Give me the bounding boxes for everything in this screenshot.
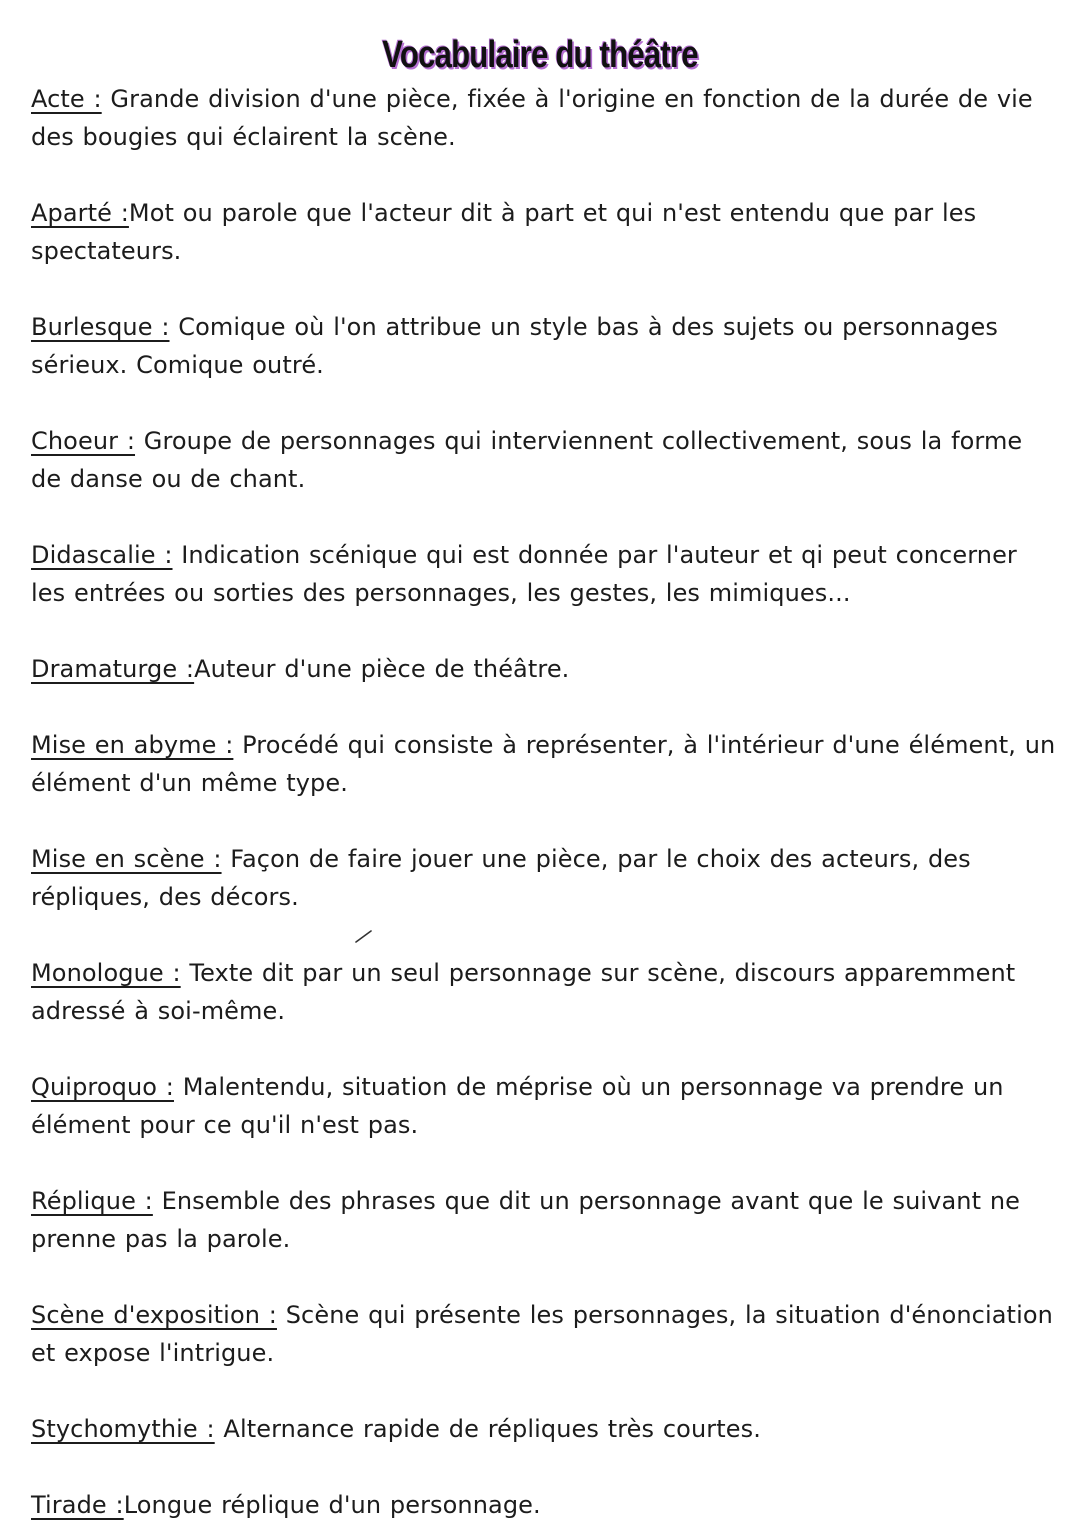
term: Réplique : <box>31 1187 153 1215</box>
entry-monologue <box>31 954 1056 1030</box>
term: Aparté : <box>31 199 129 227</box>
entry-tirade <box>31 1486 1056 1524</box>
definition: Procédé qui consiste à représenter, à l'intérieur d'une élément, un élément d'un même type. <box>31 731 1056 797</box>
entry-burlesque <box>31 308 1056 384</box>
entry-replique <box>31 1182 1056 1258</box>
pen-stroke-mark <box>355 929 372 943</box>
definition: Scène qui présente les personnages, la situation d'énonciation et expose l'intrigue. <box>31 1301 1053 1367</box>
entry-dramaturge <box>31 650 1056 688</box>
term: Tirade : <box>31 1491 124 1519</box>
term: Burlesque : <box>31 313 170 341</box>
entry-didascalie <box>31 536 1056 612</box>
definition: Grande division d'une pièce, fixée à l'origine en fonction de la durée de vie des bougies qui éclairent la scène. <box>31 85 1033 151</box>
definition: Comique où l'on attribue un style bas à des sujets ou personnages sérieux. Comique outré. <box>31 313 998 379</box>
entry-acte <box>31 80 1056 156</box>
term: Scène d'exposition : <box>31 1301 277 1329</box>
term: Mise en scène : <box>31 845 222 873</box>
vocabulary-list <box>31 80 1056 1524</box>
term: Quiproquo : <box>31 1073 174 1101</box>
term: Choeur : <box>31 427 136 455</box>
entry-mise-en-scene <box>31 840 1056 916</box>
definition: Mot ou parole que l'acteur dit à part et qui n'est entendu que par les spectateurs. <box>31 199 977 265</box>
entry-stychomythie <box>31 1410 1056 1448</box>
entry-scene-d-exposition <box>31 1296 1056 1372</box>
entry-mise-en-abyme <box>31 726 1056 802</box>
definition: Façon de faire jouer une pièce, par le choix des acteurs, des répliques, des décors. <box>31 845 971 911</box>
definition: Texte dit par un seul personnage sur scène, discours apparemment adressé à soi-même. <box>31 959 1016 1025</box>
term: Acte : <box>31 85 102 113</box>
definition: Indication scénique qui est donnée par l'auteur et qi peut concerner les entrées ou sorties des personnages, les gestes, les mimiques... <box>31 541 1017 607</box>
term: Monologue : <box>31 959 181 987</box>
definition: Auteur d'une pièce de théâtre. <box>194 655 570 683</box>
definition: Ensemble des phrases que dit un personnage avant que le suivant ne prenne pas la parole. <box>31 1187 1020 1253</box>
definition: Malentendu, situation de méprise où un personnage va prendre un élément pour ce qu'il n'est pas. <box>31 1073 1004 1139</box>
term: Mise en abyme : <box>31 731 234 759</box>
term: Dramaturge : <box>31 655 195 683</box>
entry-aparte <box>31 194 1056 270</box>
definition: Groupe de personnages qui interviennent collectivement, sous la forme de danse ou de chant. <box>31 427 1023 493</box>
entry-quiproquo <box>31 1068 1056 1144</box>
entry-choeur <box>31 422 1056 498</box>
term: Stychomythie : <box>31 1415 215 1443</box>
page-title: Vocabulaire du théâtre <box>382 34 698 76</box>
definition: Longue réplique d'un personnage. <box>123 1491 541 1519</box>
term: Didascalie : <box>31 541 173 569</box>
definition: Alternance rapide de répliques très courtes. <box>214 1415 761 1443</box>
